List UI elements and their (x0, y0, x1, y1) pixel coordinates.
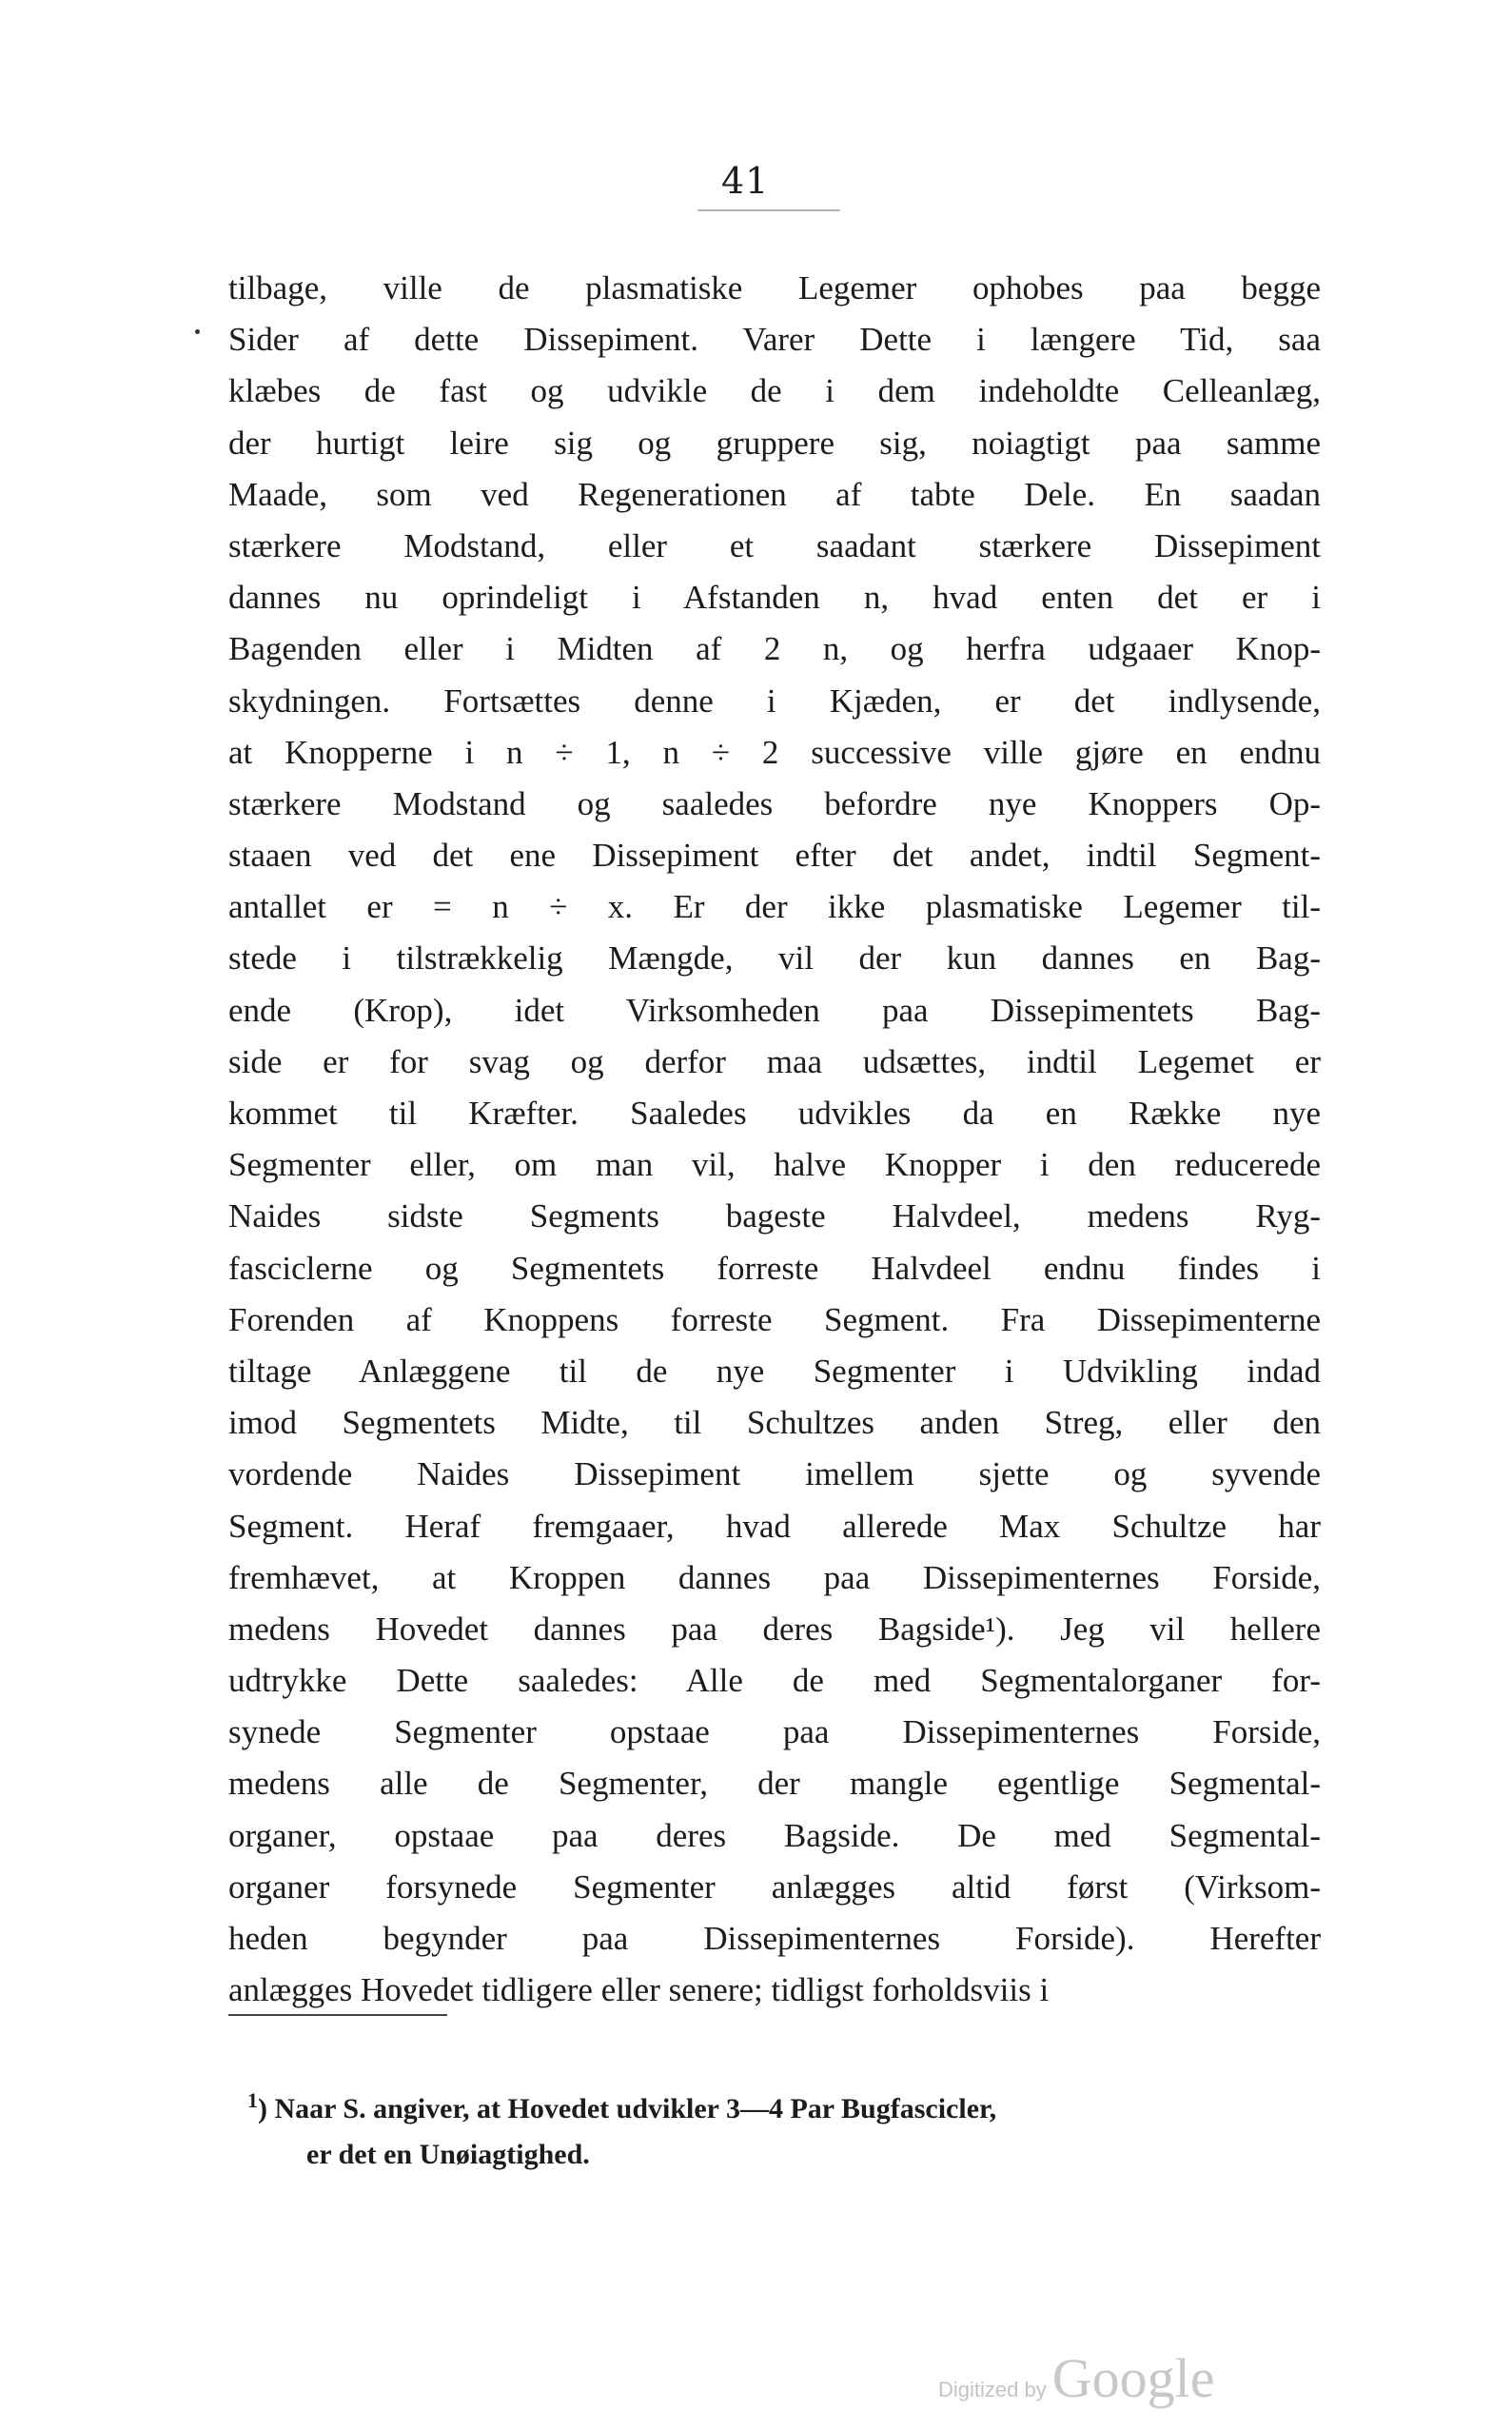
digitized-by-google-watermark (938, 2346, 1214, 2410)
google-logo: Google (1051, 2347, 1215, 2409)
text-line: Segmenter eller, om man vil, halve Knopper i den reducerede (228, 1146, 1321, 1184)
text-line: fasciclerne og Segmentets forreste Halvdeel endnu findes i (228, 1249, 1321, 1287)
text-line: klæbes de fast og udvikle de i dem indeholdte Celleanlæg, (228, 372, 1321, 410)
footnote (247, 2086, 1321, 2178)
text-line: anlægges Hovedet tidligere eller senere; tidligst forholdsviis i (228, 1971, 1050, 2009)
text-line: medens Hovedet dannes paa deres Bagside¹). Jeg vil hellere (228, 1610, 1321, 1648)
text-line: Maade, som ved Regenerationen af tabte Dele. En saadan (228, 475, 1321, 513)
text-line: vordende Naides Dissepiment imellem sjette og syvende (228, 1455, 1321, 1493)
text-line: tilbage, ville de plasmatiske Legemer ophobes paa begge (228, 269, 1321, 306)
text-line: imod Segmentets Midte, til Schultzes anden Streg, eller den (228, 1404, 1321, 1442)
footnote-marker: 1 (247, 2088, 258, 2112)
text-line: Segment. Heraf fremgaaer, hvad allerede Max Schultze har (228, 1507, 1321, 1545)
margin-mark (195, 329, 200, 334)
text-line: kommet til Kræfter. Saaledes udvikles da en Række nye (228, 1095, 1321, 1132)
text-line: Bagenden eller i Midten af 2 n, og herfra udgaaer Knop- (228, 630, 1321, 668)
watermark-prefix: Digitized by (938, 2378, 1047, 2401)
text-line: medens alle de Segmenter, der mangle egentlige Segmental- (228, 1765, 1321, 1803)
text-line: ende (Krop), idet Virksomheden paa Dissepimentets Bag- (228, 991, 1321, 1029)
text-line: dannes nu oprindeligt i Afstanden n, hvad enten det er i (228, 579, 1321, 617)
text-line: der hurtigt leire sig og gruppere sig, noiagtigt paa samme (228, 424, 1321, 462)
text-line: side er for svag og derfor maa udsættes, indtil Legemet er (228, 1042, 1321, 1080)
text-line: skydningen. Fortsættes denne i Kjæden, er det indlysende, (228, 682, 1321, 720)
text-line: organer, opstaae paa deres Bagside. De med Segmental- (228, 1816, 1321, 1854)
text-line: udtrykke Dette saaledes: Alle de med Segmentalorganer for- (228, 1662, 1321, 1700)
text-line: staaen ved det ene Dissepiment efter det andet, indtil Segment- (228, 837, 1321, 875)
text-line: Sider af dette Dissepiment. Varer Dette i længere Tid, saa (228, 321, 1321, 359)
text-line: organer forsynede Segmenter anlægges altid først (Virksom- (228, 1867, 1321, 1906)
footnote-text-1: ) Naar S. angiver, at Hovedet udvikler 3—4 Par Bugfascicler, (258, 2093, 997, 2124)
text-line: stede i tilstrækkelig Mængde, vil der kun dannes en Bag- (228, 939, 1321, 978)
text-line: Forenden af Knoppens forreste Segment. Fra Dissepimenterne (228, 1300, 1321, 1338)
footnote-line-1 (247, 2086, 1321, 2132)
text-line: antallet er = n ÷ x. Er der ikke plasmatiske Legemer til- (228, 888, 1321, 926)
page-number-rule (697, 209, 840, 211)
text-line: stærkere Modstand og saaledes befordre nye Knoppers Op- (228, 784, 1321, 822)
page-number: 41 (721, 160, 770, 202)
text-line: synede Segmenter opstaae paa Dissepimenternes Forside, (228, 1713, 1321, 1751)
body-text (228, 263, 1321, 2016)
text-line: stærkere Modstand, eller et saadant stærkere Dissepiment (228, 526, 1321, 564)
text-line: heden begynder paa Dissepimenternes Forside). Herefter (228, 1920, 1321, 1957)
text-line: Naides sidste Segments bageste Halvdeel, medens Ryg- (228, 1197, 1321, 1235)
text-line: at Knopperne i n ÷ 1, n ÷ 2 successive ville gjøre en endnu (228, 733, 1321, 771)
footnote-line-2: er det en Unøiagtighed. (306, 2139, 590, 2170)
text-line: fremhævet, at Kroppen dannes paa Dissepimenternes Forside, (228, 1558, 1321, 1596)
text-line: tiltage Anlæggene til de nye Segmenter i Udvikling indad (228, 1352, 1321, 1390)
footnote-rule (228, 2014, 447, 2016)
